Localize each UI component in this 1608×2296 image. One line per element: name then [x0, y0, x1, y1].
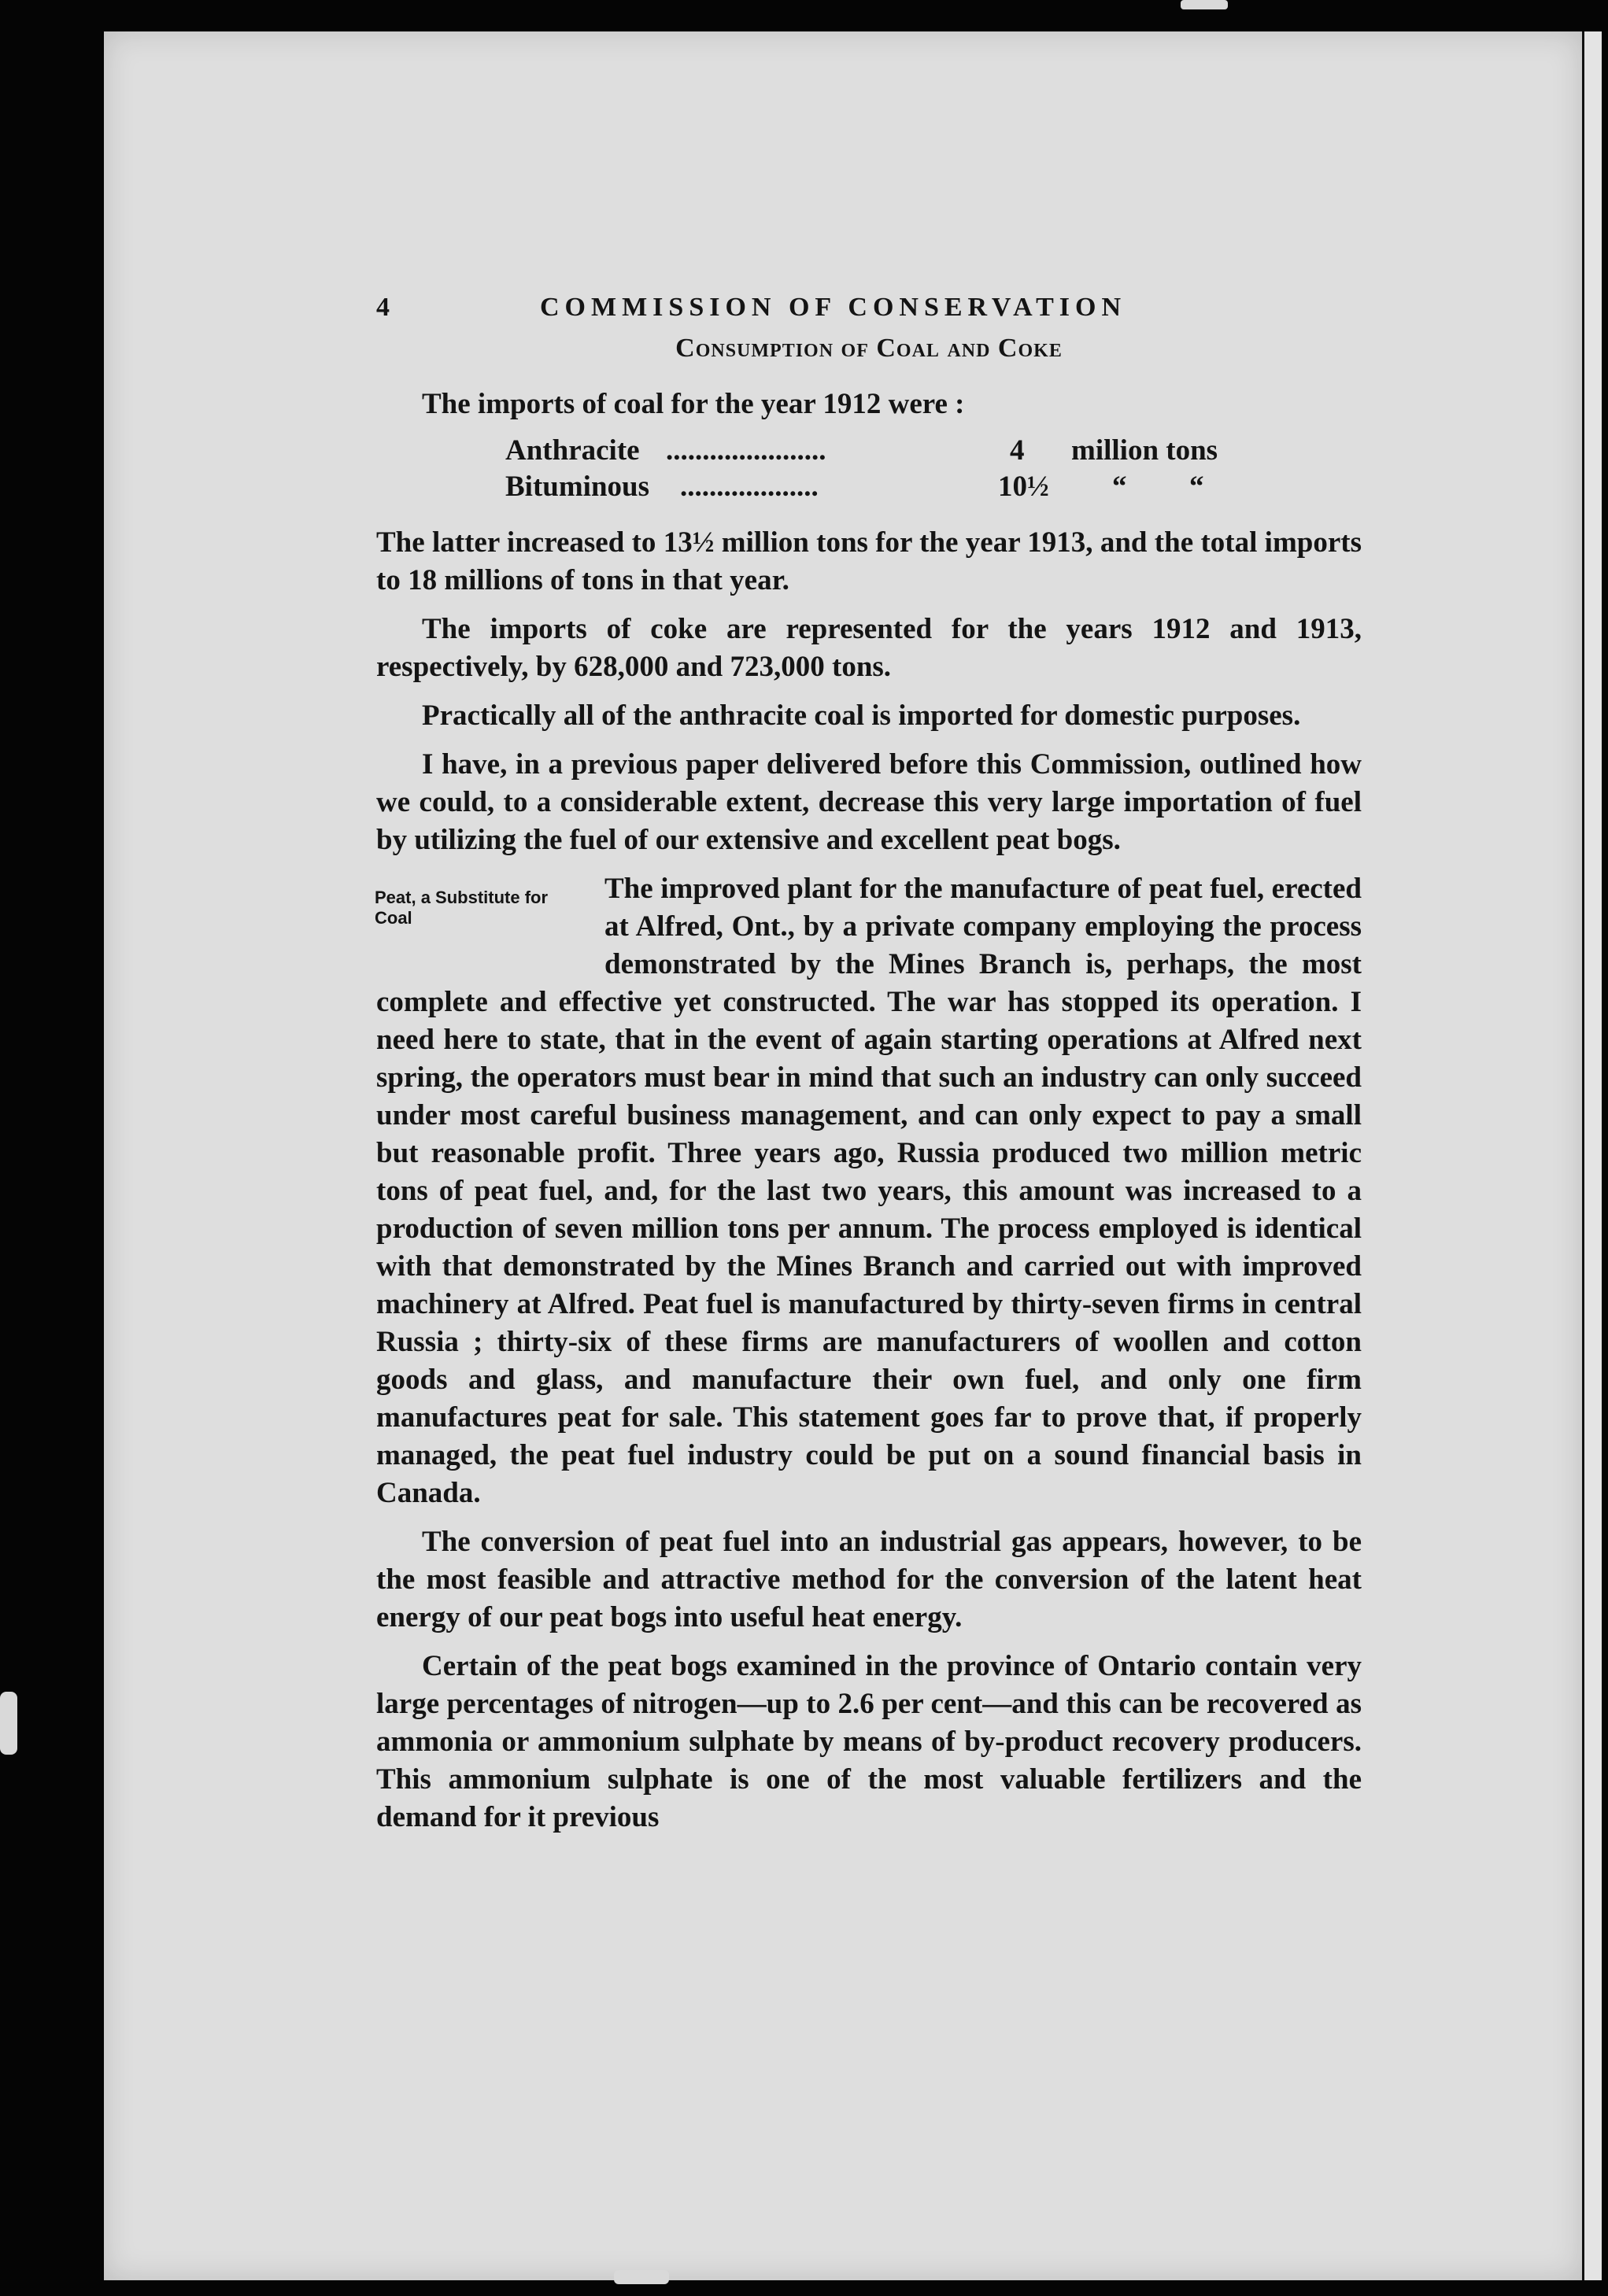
- row-value: 10½: [998, 471, 1049, 503]
- paragraph: The imports of coke are represented for the years 1912 and 1913, respectively, by 628,000 and 723,000 tons.: [376, 613, 1362, 683]
- adjacent-page-edge: [1582, 31, 1602, 2280]
- row-value: 4: [1010, 434, 1025, 467]
- row-label: Anthracite: [505, 434, 640, 467]
- paragraph: I have, in a previous paper delivered before this Commission, outlined how we could, to a considerable extent, decrease this very large importation of fuel by utilizing the fuel of our extensive and excellent peat bogs.: [376, 748, 1362, 856]
- paragraph-with-sidenote: [376, 870, 1362, 1512]
- paragraph: The improved plant for the manufacture of peat fuel, erected at Alfred, Ont., by a private company employing the process demonstrated by the Mines Branch is, perhaps, the most complete and effective yet constructed. The war has stopped its operation. I need here to state, that in the event of again starting operations at Alfred next spring, the operators must bear in mind that such an industry can only succeed under most careful business management, and can only expect to pay a small but reasonable profit. Three years ago, Russia produced two million metric tons of peat fuel, and, for the last two years, this amount was increased to a production of seven million tons per annum. The process employed is identical with that demonstrated by the Mines Branch and carried out with improved machinery at Alfred. Peat fuel is manufactured by thirty-seven firms in central Russia ; thirty-six of these firms are manufacturers of woollen and cotton goods and glass, and manufacture their own fuel, and only one firm manufactures peat for sale. This statement goes far to prove that, if properly managed, the peat fuel industry could be put on a sound financial basis in Canada.: [376, 873, 1362, 1509]
- imports-row-bituminous: [376, 469, 1362, 505]
- page-number: 4: [376, 293, 395, 322]
- running-head: [376, 283, 1362, 330]
- imports-row-anthracite: [376, 433, 1362, 469]
- paragraph: The latter increased to 13½ million tons for the year 1913, and the total imports to 18 millions of tons in that year.: [376, 526, 1362, 596]
- scan-speck: [0, 1692, 17, 1755]
- page-text: [376, 283, 1362, 1836]
- paragraph: The conversion of peat fuel into an industrial gas appears, however, to be the most feasible and attractive method for the conversion of the latent heat energy of our peat bogs into useful heat energy.: [376, 1526, 1362, 1633]
- intro-paragraph: The imports of coal for the year 1912 were :: [422, 388, 965, 420]
- ditto-mark: “: [1189, 471, 1204, 503]
- marginal-note: Peat, a Substitute for Coal: [375, 888, 549, 928]
- ditto-mark: “: [1112, 471, 1127, 503]
- dot-leader: ...................: [680, 471, 819, 503]
- scan-speck: [614, 2270, 669, 2284]
- paragraph: Certain of the peat bogs examined in the province of Ontario contain very large percentages of nitrogen—up to 2.6 per cent—and this can be recovered as ammonia or ammonium sulphate by means of by-product recovery producers. This ammonium sulphate is one of the most valuable fertilizers and the demand for it previous: [376, 1650, 1362, 1833]
- scan-speck: [1181, 0, 1228, 9]
- dot-leader: ......................: [666, 434, 826, 467]
- section-heading: Consumption of Coal and Coke: [675, 334, 1063, 363]
- row-unit: million tons: [1071, 434, 1218, 467]
- paragraph: Practically all of the anthracite coal is imported for domestic purposes.: [422, 700, 1301, 732]
- row-label: Bituminous: [505, 471, 650, 503]
- running-title: COMMISSION OF CONSERVATION: [540, 293, 1127, 322]
